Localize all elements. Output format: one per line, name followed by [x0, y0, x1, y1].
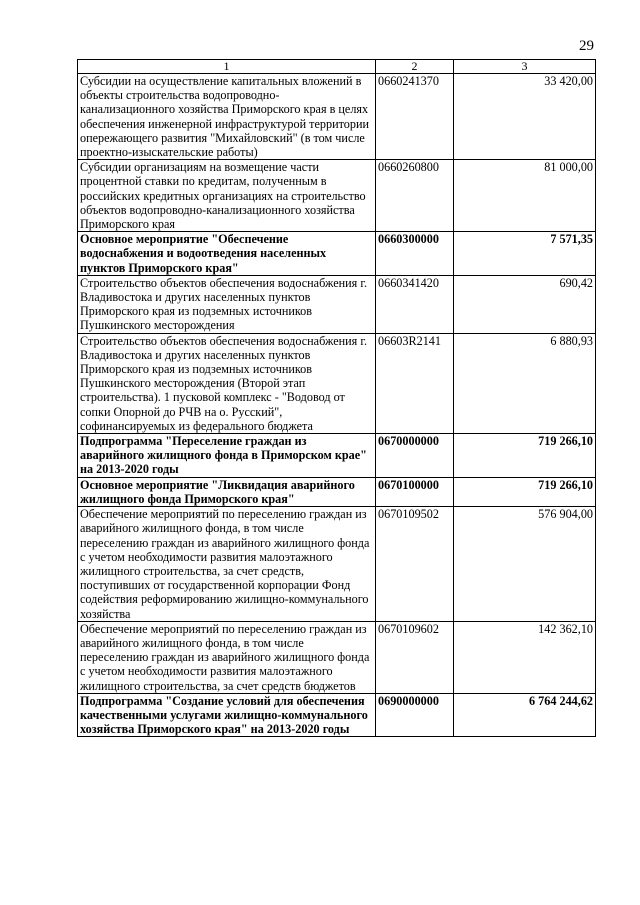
- page-number: 29: [579, 38, 594, 54]
- table-row: [78, 333, 596, 433]
- row-name: Строительство объектов обеспечения водоснабжения г. Владивостока и других населенных пунктов Приморского края из подземных источников Пушкинского месторождения: [78, 275, 376, 333]
- table-row: [78, 160, 596, 232]
- header-row: [78, 60, 596, 74]
- row-amount: 576 904,00: [454, 507, 596, 622]
- table-row: [78, 477, 596, 506]
- row-code: 0660260800: [376, 160, 454, 232]
- table-row: [78, 275, 596, 333]
- header-col-2: 2: [376, 60, 454, 74]
- row-code: 0670109602: [376, 621, 454, 693]
- row-amount: 6 880,93: [454, 333, 596, 433]
- table-row: [78, 434, 596, 478]
- row-amount: 7 571,35: [454, 232, 596, 276]
- row-code: 0660341420: [376, 275, 454, 333]
- row-amount: 690,42: [454, 275, 596, 333]
- table-header: [78, 60, 596, 74]
- row-name: Основное мероприятие "Ликвидация аварийного жилищного фонда Приморского края": [78, 477, 376, 506]
- row-amount: 33 420,00: [454, 74, 596, 160]
- table-body: [78, 74, 596, 737]
- row-code: 0690000000: [376, 693, 454, 737]
- row-name: Субсидии на осуществление капитальных вложений в объекты строительства водопроводно-канализационного хозяйства Приморского края в целях обеспечения инженерной инфраструктурой территории опережающего развития "Михайловский" (в том числе проектно-изыскательские работы): [78, 74, 376, 160]
- table-row: [78, 232, 596, 276]
- row-name: Строительство объектов обеспечения водоснабжения г. Владивостока и других населенных пунктов Приморского края из подземных источников Пушкинского месторождения (Второй этап строительства). 1 пусковой комплекс - "Водовод от сопки Опорной до РЧВ на о. Русский", софинансируемых из федерального бюджета: [78, 333, 376, 433]
- header-col-3: 3: [454, 60, 596, 74]
- row-amount: 719 266,10: [454, 434, 596, 478]
- row-code: 0670109502: [376, 507, 454, 622]
- row-amount: 142 362,10: [454, 621, 596, 693]
- row-code: 0660300000: [376, 232, 454, 276]
- row-code: 0660241370: [376, 74, 454, 160]
- table-row: [78, 621, 596, 693]
- row-name: Обеспечение мероприятий по переселению граждан из аварийного жилищного фонда, в том числе переселению граждан из аварийного жилищного фонда с учетом необходимости развития малоэтажного жилищного строительства, за счет средств бюджетов: [78, 621, 376, 693]
- row-amount: 81 000,00: [454, 160, 596, 232]
- row-amount: 719 266,10: [454, 477, 596, 506]
- table-row: [78, 693, 596, 737]
- row-code: 06603R2141: [376, 333, 454, 433]
- row-name: Обеспечение мероприятий по переселению граждан из аварийного жилищного фонда, в том числе переселению граждан из аварийного жилищного фонда с учетом необходимости развития малоэтажного жилищного строительства, за счет средств, поступивших от государственной корпорации Фонд содействия реформированию жилищно-коммунального хозяйства: [78, 507, 376, 622]
- row-amount: 6 764 244,62: [454, 693, 596, 737]
- budget-table: [77, 59, 596, 737]
- row-name: Подпрограмма "Создание условий для обеспечения качественными услугами жилищно-коммунального хозяйства Приморского края" на 2013-2020 годы: [78, 693, 376, 737]
- header-col-1: 1: [78, 60, 376, 74]
- table-row: [78, 74, 596, 160]
- row-name: Основное мероприятие "Обеспечение водоснабжения и водоотведения населенных пунктов Приморского края": [78, 232, 376, 276]
- row-code: 0670000000: [376, 434, 454, 478]
- row-name: Субсидии организациям на возмещение части процентной ставки по кредитам, полученным в российских кредитных организациях на строительство объектов водопроводно-канализационного хозяйства Приморского края: [78, 160, 376, 232]
- row-name: Подпрограмма "Переселение граждан из аварийного жилищного фонда в Приморском крае" на 2013-2020 годы: [78, 434, 376, 478]
- table-row: [78, 507, 596, 622]
- row-code: 0670100000: [376, 477, 454, 506]
